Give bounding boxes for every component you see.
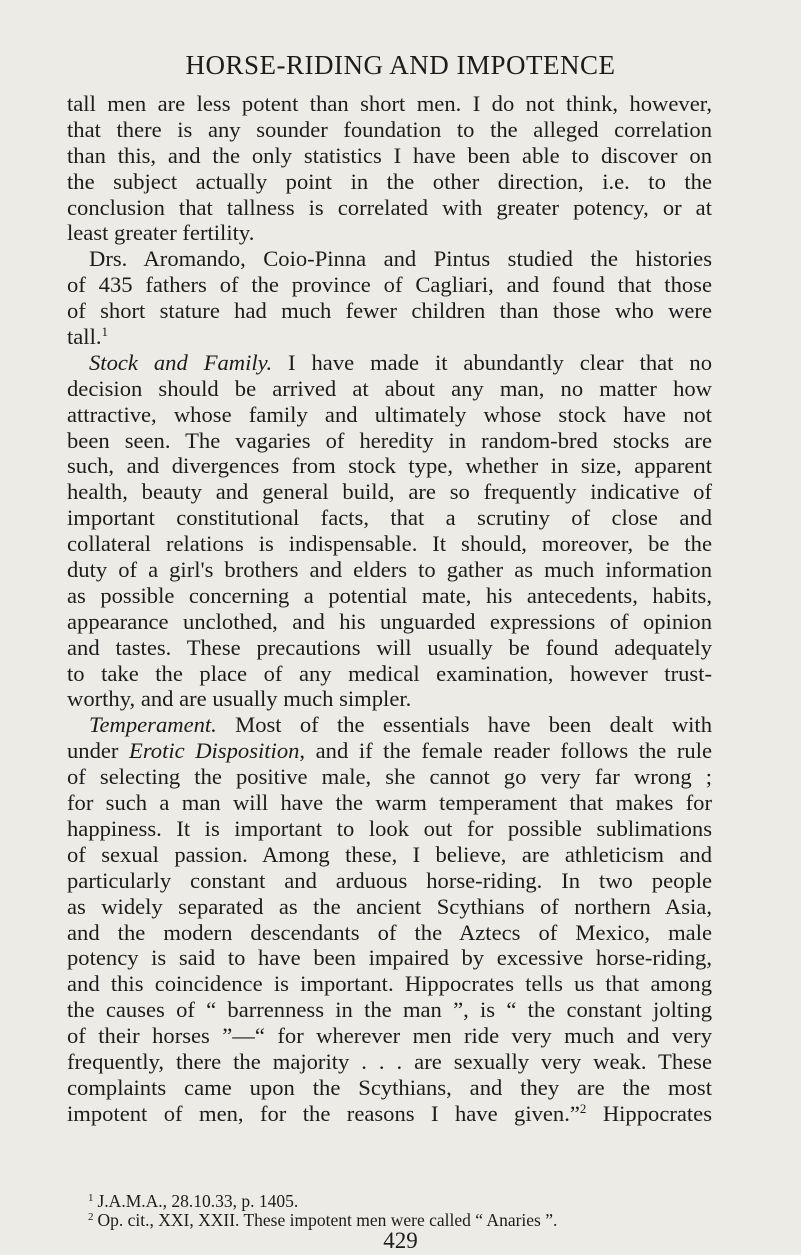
text-line: of selecting the positive male, she cannot go very far wrong ;: [67, 764, 712, 790]
text-line: and tastes. These precautions will usually be found adequately: [67, 634, 712, 660]
text-fragment: Most of the essentials have been dealt with: [235, 712, 712, 738]
text-line: particularly constant and arduous horse-riding. In two people: [67, 867, 712, 893]
text-line: such, and divergences from stock type, whether in size, apparent: [67, 453, 712, 479]
text-line: [67, 738, 712, 764]
text-line: duty of a girl's brothers and elders to gather as much information: [67, 557, 712, 583]
text-line: of sexual passion. Among these, I believe, are athleticism and: [67, 841, 712, 867]
text-line: as widely separated as the ancient Scythians of northern Asia,: [67, 893, 712, 919]
section-heading-temperament: Temperament.: [89, 712, 217, 738]
text-line: [67, 350, 712, 376]
text-line: collateral relations is indispensable. It should, moreover, be the: [67, 531, 712, 557]
text-line: Drs. Aromando, Coio-Pinna and Pintus studied the histories: [89, 246, 712, 272]
text-line: happiness. It is important to look out for possible sublimations: [67, 815, 712, 841]
text-line: conclusion that tallness is correlated with greater potency, or at: [67, 194, 712, 220]
text-line: attractive, whose family and ultimately whose stock have not: [67, 401, 712, 427]
footnote-mark: 2: [88, 1211, 94, 1223]
text-fragment: , and if the female reader follows the rule: [299, 738, 712, 764]
text-line: than this, and the only statistics I have been able to discover on: [67, 142, 712, 168]
text-line: to take the place of any medical examination, however trust-: [67, 660, 712, 686]
body-text: [67, 91, 712, 1127]
footnote-ref: 2: [579, 1100, 587, 1116]
text-line: as possible concerning a potential mate, his antecedents, habits,: [67, 582, 712, 608]
text-line: of 435 fathers of the province of Cagliari, and found that those: [67, 272, 712, 298]
footnote-text: Op. cit., XXI, XXII. These impotent men were called “ Anaries ”.: [97, 1210, 558, 1230]
footnotes: [88, 1192, 728, 1230]
text-line: decision should be arrived at about any man, no matter how: [67, 375, 712, 401]
footnote-mark: 1: [88, 1192, 94, 1204]
text-fragment: I have made it abundantly clear that no: [288, 349, 712, 375]
text-line: worthy, and are usually much simpler.: [67, 686, 412, 712]
text-line: important constitutional facts, that a scrutiny of close and: [67, 505, 712, 531]
text-line: of short stature had much fewer children than those who were: [67, 298, 712, 324]
text-line: the subject actually point in the other direction, i.e. to the: [67, 168, 712, 194]
footnote-text: J.A.M.A., 28.10.33, p. 1405.: [97, 1191, 299, 1211]
text-fragment: Hippocrates: [586, 1100, 713, 1126]
footnote-ref: 1: [101, 324, 109, 340]
text-line: and the modern descendants of the Aztecs of Mexico, male: [67, 919, 712, 945]
text-line: [67, 1101, 712, 1127]
text-line: health, beauty and general build, are so frequently indicative of: [67, 479, 712, 505]
text-line: complaints came upon the Scythians, and they are the most: [67, 1074, 712, 1100]
text-line: for such a man will have the warm temperament that makes for: [67, 790, 712, 816]
footnote: [88, 1192, 728, 1211]
text-fragment: impotent of men, for the reasons I have given.”: [67, 1100, 580, 1126]
running-header: HORSE-RIDING AND IMPOTENCE: [185, 50, 616, 80]
text-line: frequently, there the majority . . . are sexually very weak. These: [67, 1048, 712, 1074]
text-line: [67, 712, 712, 738]
section-heading-stock: Stock and Family.: [89, 349, 273, 375]
text-line: tall men are less potent than short men. I do not think, however,: [67, 91, 712, 116]
text-line: and this coincidence is important. Hippocrates tells us that among: [67, 971, 712, 997]
text-fragment: tall.: [67, 324, 102, 350]
text-line: [67, 324, 712, 350]
page-number: 429: [383, 1228, 418, 1253]
text-line: of their horses ”—“ for wherever men ride very much and very: [67, 1023, 712, 1049]
text-fragment: under: [67, 738, 119, 764]
text-line: least greater fertility.: [67, 220, 255, 246]
text-line: that there is any sounder foundation to the alleged correlation: [67, 116, 712, 142]
cross-reference: Erotic Disposition: [129, 738, 300, 764]
text-line: the causes of “ barrenness in the man ”, is “ the constant jolting: [67, 997, 712, 1023]
text-line: appearance unclothed, and his unguarded expressions of opinion: [67, 608, 712, 634]
text-line: potency is said to have been impaired by excessive horse-riding,: [67, 945, 712, 971]
text-line: been seen. The vagaries of heredity in random-bred stocks are: [67, 427, 712, 453]
